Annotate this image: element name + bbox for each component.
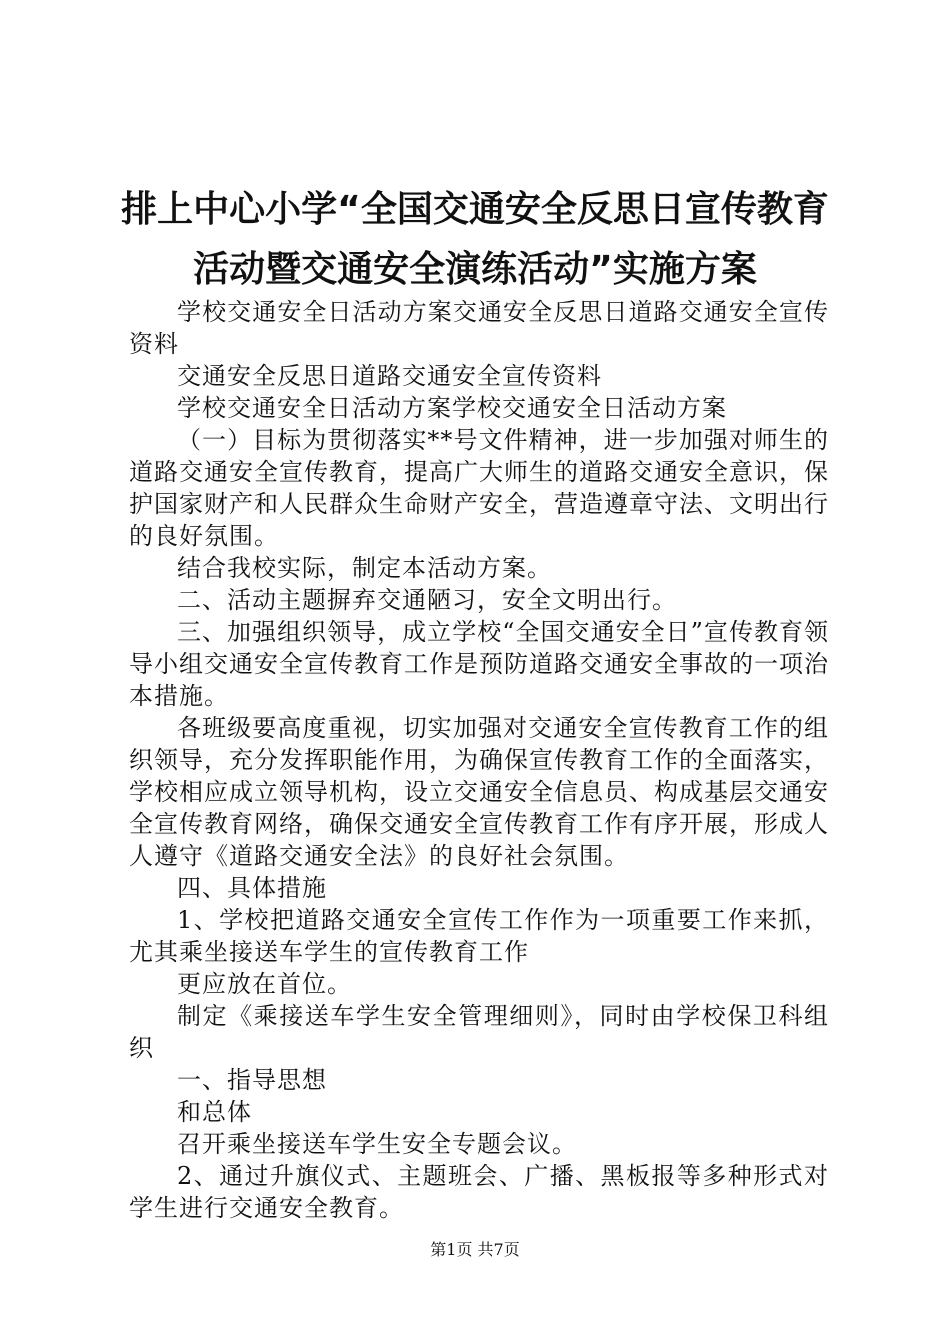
paragraph: 各班级要高度重视，切实加强对交通安全宣传教育工作的组织领导，充分发挥职能作用，为确保宣传教育工作的全面落实，学校相应成立领导机构，设立交通安全信息员、构成基层交通安全宣传教育网络，确保交通安全宣传教育工作有序开展，形成人人遵守《道路交通安全法》的良好社会氛围。 [129,714,829,870]
paragraph: 一、指导思想 [177,1066,327,1094]
paragraph: 2、通过升旗仪式、主题班会、广播、黑板报等多种形式对学生进行交通安全教育。 [129,1162,829,1222]
paragraph: 制定《乘接送车学生安全管理细则》，同时由学校保卫科组织 [129,1002,829,1062]
paragraph: 三、加强组织领导，成立学校“全国交通安全日”宣传教育领导小组交通安全宣传教育工作是预防道路交通安全事故的一项治本措施。 [129,618,829,710]
document-title-line-1: 排上中心小学“全国交通安全反思日宣传教育 [121,189,829,230]
page-footer: 第1页 共7页 [430,1240,520,1259]
paragraph: 更应放在首位。 [177,970,352,998]
paragraph: 学校交通安全日活动方案学校交通安全日活动方案 [177,394,727,422]
paragraph: 1、学校把道路交通安全宣传工作作为一项重要工作来抓，尤其乘坐接送车学生的宣传教育工作 [129,906,829,966]
paragraph: 和总体 [177,1098,252,1126]
paragraph: 四、具体措施 [177,874,327,902]
paragraph: （一）目标为贯彻落实**号文件精神，进一步加强对师生的道路交通安全宣传教育，提高广大师生的道路交通安全意识，保护国家财产和人民群众生命财产安全，营造遵章守法、文明出行的良好氛围。 [129,426,829,550]
paragraph: 学校交通安全日活动方案交通安全反思日道路交通安全宣传资料 [129,298,829,358]
paragraph: 召开乘坐接送车学生安全专题会议。 [177,1130,577,1158]
paragraph: 二、活动主题摒弃交通陋习，安全文明出行。 [177,586,677,614]
document-body [129,296,829,1224]
paragraph: 结合我校实际，制定本活动方案。 [177,554,552,582]
paragraph: 交通安全反思日道路交通安全宣传资料 [177,362,602,390]
document-title-line-2: 活动暨交通安全演练活动”实施方案 [193,249,757,290]
